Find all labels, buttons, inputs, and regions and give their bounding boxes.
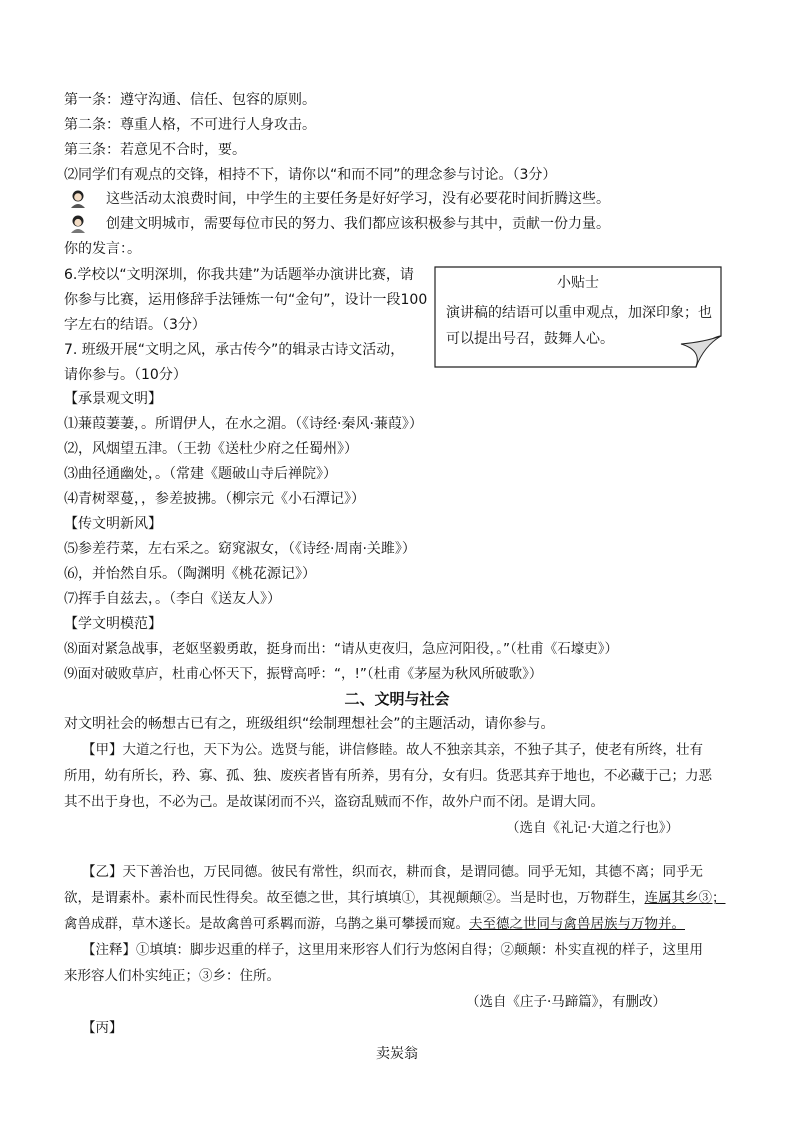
passage-b-underlined-1: 连属其乡③； [644, 890, 726, 906]
poem-item-6: ⑹，并怡然自乐。（陶渊明《桃花源记》） [64, 566, 316, 582]
question-7-line-2: 请你参与。（10分） [64, 367, 187, 383]
passage-b-line-1: 【乙】天下善治也，万民同德。彼民有常性，织而衣，耕而食，是谓同德。同乎无知，其德不离；同乎无 [82, 864, 703, 880]
poem-item-7: ⑺挥手自兹去，。（李白《送友人》） [64, 591, 281, 607]
passage-b-source: （选自《庄子·马蹄篇》，有删改） [466, 994, 667, 1010]
passage-a-source: （选自《礼记·大道之行也》） [506, 820, 680, 836]
tip-body: 演讲稿的结语可以重申观点，加深印象；也可以提出号召，鼓舞人心。 [446, 305, 712, 347]
passage-b-line-2-text: 欲，是谓素朴。素朴而民性得矣。故至德之世，其行填填①，其视颠颠②。当是时也，万物群生， [64, 890, 645, 906]
poem-item-4: ⑷青树翠蔓，，参差披拂。（柳宗元《小石潭记》） [64, 491, 365, 507]
passage-a-line-2: 所用，幼有所长，矜、寡、孤、独、废疾者皆有所养，男有分，女有归。货恶其弃于地也，不必藏于己；力恶 [64, 768, 712, 784]
section-title: 二、文明与社会 [344, 690, 450, 708]
student-view-2: 创建文明城市，需要每位市民的努力、我们都应该积极参与其中，贡献一份力量。 [106, 216, 610, 232]
heading-new-custom: 【传文明新风】 [64, 516, 162, 532]
passage-b-line-2 [64, 888, 726, 908]
question-2-prompt: ⑵同学们有观点的交锋，相持不下，请你以“和而不同”的理念参与讨论。（3分） [64, 167, 557, 183]
question-6-line-2: 你参与比赛，运用修辞手法锤炼一句“金句”，设计一段100 [64, 292, 428, 308]
passage-a-line-1: 【甲】大道之行也，天下为公。选贤与能，讲信修睦。故人不独亲其亲，不独子其子，使老有所终，壮有 [82, 742, 703, 758]
passage-c-label: 【丙】 [82, 1020, 123, 1036]
poem-item-3: ⑶曲径通幽处，。（常建《题破山寺后禅院》） [64, 466, 337, 482]
question-6-line-3: 字左右的结语。（3分） [64, 317, 206, 333]
passage-b-line-3-text: 禽兽成群，草木遂长。是故禽兽可系羁而游，乌鹊之巢可攀援而窥。 [64, 916, 469, 932]
heading-model: 【学文明模范】 [64, 616, 162, 632]
question-7-line-1: 7. 班级开展“文明之风，承古传今”的辑录古诗文活动， [64, 342, 405, 358]
passage-a-line-3: 其不出于身也，不必为己。是故谋闭而不兴，盗窃乱贼而不作，故外户而不闭。是谓大同。 [64, 794, 604, 810]
passage-b-underlined-2: 夫至德之世同与禽兽居族与万物并。 [469, 916, 685, 932]
annotation-line-2: 来形容人们朴实纯正；③乡：住所。 [64, 968, 280, 984]
student-view-1: 这些活动太浪费时间，中学生的主要任务是好好学习，没有必要花时间折腾这些。 [106, 191, 610, 207]
section-intro: 对文明社会的畅想古已有之，班级组织“绘制理想社会”的主题活动，请你参与。 [64, 716, 555, 732]
poem-item-2: ⑵，风烟望五津。（王勃《送杜少府之任蜀州》） [64, 441, 358, 457]
annotation-line-1: 【注释】①填填：脚步迟重的样子，这里用来形容人们行为悠闲自得；②颠颠：朴实直视的样子，这里用 [82, 942, 703, 958]
poem-item-1: ⑴蒹葭萋萋，。所谓伊人，在水之湄。（《诗经·秦风·蒹葭》） [64, 416, 423, 432]
poem-item-5: ⑸参差荇菜，左右采之。窈窕淑女，（《诗经·周南·关雎》） [64, 541, 416, 557]
question-6-line-1: 6.学校以“文明深圳，你我共建”为话题举办演讲比赛，请 [64, 267, 414, 283]
heading-landscape: 【承景观文明】 [64, 391, 162, 407]
tip-title: 小贴士 [557, 275, 599, 291]
student-boy-icon [68, 214, 88, 234]
poem-item-8: ⑻面对紧急战事，老妪坚毅勇敢，挺身而出：“请从吏夜归，急应河阳役，。”（杜甫《石壕吏》） [64, 641, 618, 657]
student-girl-icon [68, 189, 88, 209]
poem-item-9: ⑼面对破败草庐，杜甫心怀天下，振臂高呼：“，!”（杜甫《茅屋为秋风所破歌》） [64, 666, 543, 682]
passage-c-title: 卖炭翁 [376, 1046, 418, 1062]
your-speech: 你的发言：。 [64, 241, 141, 257]
passage-b-line-3 [64, 914, 685, 934]
rule-3: 第三条：若意见不合时，要。 [64, 142, 246, 158]
rule-1: 第一条：遵守沟通、信任、包容的原则。 [64, 92, 316, 108]
rule-2: 第二条：尊重人格，不可进行人身攻击。 [64, 117, 316, 133]
